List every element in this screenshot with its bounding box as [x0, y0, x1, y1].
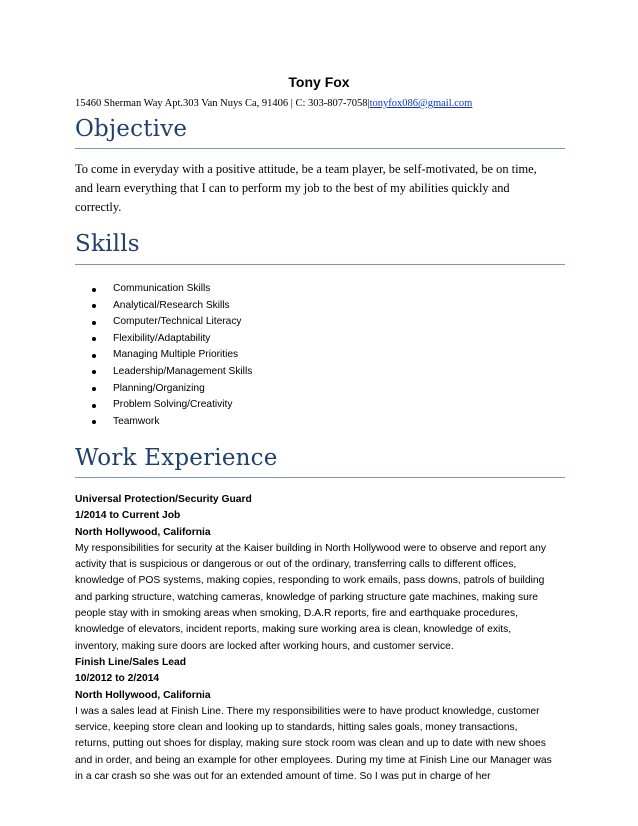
contact-line — [75, 98, 575, 109]
objective-line: and learn everything that I can to perform my job to the best of my abilities quickly and — [75, 181, 510, 195]
job-detail-heading: 1/2014 to Current Job — [75, 510, 181, 522]
skill-label: Teamwork — [113, 415, 160, 427]
objective-divider — [75, 148, 565, 149]
work-experience-divider — [75, 477, 565, 478]
objective-line: To come in everyday with a positive attitude, be a team player, be self-motivated, be on time, — [75, 162, 537, 176]
job-description-line: I was a sales lead at Finish Line. There my responsibilities were to have product knowledge, customer — [75, 705, 540, 717]
email-link[interactable]: tonyfox086@gmail.com — [369, 98, 473, 109]
skill-label: Communication Skills — [113, 283, 211, 294]
job-detail-heading: Finish Line/Sales Lead — [75, 656, 187, 668]
work-experience-heading: Work Experience — [75, 445, 278, 471]
job-detail-heading: 10/2012 to 2/2014 — [75, 673, 160, 685]
skill-label: Problem Solving/Creativity — [113, 399, 233, 411]
job-detail-heading: Universal Protection/Security Guard — [75, 494, 252, 505]
bullet-icon — [92, 354, 96, 358]
skill-label: Computer/Technical Literacy — [113, 316, 242, 328]
objective-text — [75, 160, 570, 217]
job-description-line: knowledge of elevators, incident reports, making sure working area is clean, knowledge of exits, — [75, 624, 512, 636]
job-description-line: people stay with in smoking areas when smoking, D.A.R reports, fire and earthquake procedures, — [75, 608, 518, 620]
job-description-line: returns, putting out shoes for display, making sure stock room was clean and up to date with new shoes — [75, 738, 546, 750]
bullet-icon — [92, 321, 96, 325]
work-experience-body — [75, 492, 575, 785]
skill-label: Flexibility/Adaptability — [113, 332, 211, 344]
job-description-line: and parking structure, watching cameras, knowledge of parking structure gate machines, making sure — [75, 591, 539, 603]
job-description-line: My responsibilities for security at the Kaiser building in North Hollywood were to observe and report any — [75, 542, 547, 554]
job-description-line: activity that is suspicious or dangerous or out of the ordinary, transferring calls to different offices, — [75, 559, 517, 571]
job-description-line: knowledge of POS systems, making copies, responding to work emails, pass downs, patrols of building — [75, 575, 545, 587]
objective-line: correctly. — [75, 200, 122, 214]
skill-label: Analytical/Research Skills — [113, 299, 230, 311]
bullet-icon — [92, 337, 96, 341]
contact-text: 15460 Sherman Way Apt.303 Van Nuys Ca, 91406 | C: 303-807-7058| — [75, 98, 370, 109]
bullet-icon — [92, 387, 96, 391]
skill-label: Leadership/Management Skills — [113, 365, 253, 377]
bullet-icon — [92, 420, 96, 424]
job-description-line: in a car crash so she was out for an extended amount of time. So I was put in charge of her — [75, 771, 491, 783]
job-description-line: inventory, making sure doors are locked after working hours, and customer service. — [75, 640, 454, 652]
bullet-icon — [92, 304, 96, 308]
skills-divider — [75, 264, 565, 265]
objective-heading: Objective — [75, 116, 188, 142]
job-detail-heading: North Hollywood, California — [75, 689, 211, 701]
skills-heading: Skills — [75, 231, 140, 257]
bullet-icon — [92, 288, 96, 292]
skill-label: Managing Multiple Priorities — [113, 349, 239, 361]
bullet-icon — [92, 370, 96, 374]
skill-label: Planning/Organizing — [113, 382, 205, 394]
job-detail-heading: North Hollywood, California — [75, 526, 211, 538]
candidate-name: Tony Fox — [288, 74, 350, 90]
bullet-icon — [92, 404, 96, 408]
job-description-line: and in order, and being an example for other employees. During my time at Finish Line our Manager was — [75, 754, 552, 766]
job-description-line: service, keeping store clean and looking up to standards, hitting sales goals, money transactions, — [75, 722, 518, 734]
